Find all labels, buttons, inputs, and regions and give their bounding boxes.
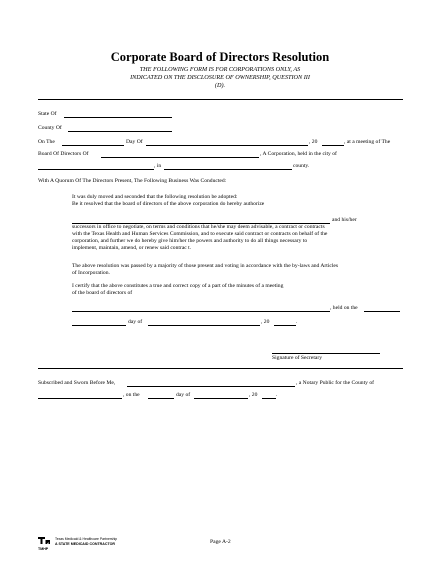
notary-county-field[interactable] <box>38 398 122 399</box>
day-of-label: Day Of <box>126 139 143 145</box>
resolved-statement: Be it resolved that the board of directors of the above corporation do hereby authorize <box>72 201 265 207</box>
year-20-label: , 20 <box>309 139 318 145</box>
resolution-body-line-3: corporation, and further we do hereby give him/her the powers and authority to do all things necessary to <box>72 238 308 244</box>
subscribed-label: Subscribed and Sworn Before Me, <box>38 380 116 386</box>
notary-public-label: , a Notary Public for the County of <box>296 380 374 386</box>
in-label: , in <box>154 163 162 169</box>
logo-line-1: Texas Medicaid & Healthcare Partnership <box>55 537 118 541</box>
page-title: Corporate Board of Directors Resolution <box>110 50 330 64</box>
logo-line-2: A STATE MEDICAID CONTRACTOR <box>55 542 115 546</box>
subtitle-line-1: THE FOLLOWING FORM IS FOR CORPORATIONS ONLY, AS <box>139 66 301 73</box>
notary-day-of-label: day of <box>176 392 191 398</box>
moved-statement: It was duly moved and seconded that the following resolution be adopted: <box>72 194 238 200</box>
resolution-body-line-4: implement, maintain, amend, or renew said contrac t. <box>72 245 192 251</box>
quorum-statement: With A Quorum Of The Directors Present, The Following Business Was Conducted: <box>38 178 227 184</box>
tmhp-logo-icon <box>38 536 50 546</box>
on-the-label: On The <box>38 139 55 145</box>
certified-period: . <box>296 319 298 325</box>
county-of-label: County Of <box>38 125 62 131</box>
meeting-day-field[interactable] <box>62 145 124 146</box>
passed-statement-line-1: The above resolution was passed by a majority of those present and voting in accordance with the by-laws and Articles <box>72 263 339 269</box>
notary-month-field[interactable] <box>194 398 248 399</box>
resolution-body-line-1: successors in office to negotiate, on terms and conditions that he/she may deem advisable, a contract or contracts <box>72 224 325 230</box>
certified-day-field[interactable] <box>72 325 126 326</box>
notary-end-period: . <box>276 392 278 398</box>
notary-year-field[interactable] <box>262 398 276 399</box>
certified-year-field[interactable] <box>274 325 296 326</box>
certified-year-20-label: , 20 <box>261 319 270 325</box>
county-label: county. <box>293 163 310 169</box>
county-field[interactable] <box>68 131 172 132</box>
header-divider <box>38 99 403 100</box>
certified-month-field[interactable] <box>148 325 260 326</box>
certify-statement-line-1: I certify that the above constitutes a true and correct copy of a part of the minutes of a meeting <box>72 283 284 289</box>
county-name-field[interactable] <box>164 169 292 170</box>
corporation-name-field[interactable] <box>101 157 259 158</box>
certify-statement-line-2: of the board of directors of <box>72 290 133 296</box>
page-number: Page A-2 <box>210 539 231 545</box>
secretary-signature-label: Signature of Secretary <box>272 355 323 361</box>
state-of-label: State Of <box>38 111 57 117</box>
passed-statement-line-2: of Incorporation. <box>72 270 110 276</box>
a-corporation-label: , A Corporation, held in the city of <box>260 151 337 157</box>
notary-on-the-label: , on the <box>123 392 140 398</box>
and-his-her-label: and his/her <box>332 217 357 223</box>
city-field[interactable] <box>38 169 154 170</box>
notary-year-20-label: , 20 <box>249 392 258 398</box>
board-of-directors-label: Board Of Directors Of <box>38 151 89 157</box>
state-field[interactable] <box>64 117 172 118</box>
notary-name-field[interactable] <box>127 386 295 387</box>
held-day-field[interactable] <box>364 311 400 312</box>
notary-day-field[interactable] <box>148 398 174 399</box>
secretary-signature-line[interactable] <box>272 353 380 354</box>
meeting-month-field[interactable] <box>146 145 308 146</box>
notary-divider <box>38 368 403 369</box>
certified-day-of-label: day of <box>128 319 143 325</box>
resolution-body-line-2: with the Texas Health and Human Services Commission, and to execute said contract or contracts on behalf of the <box>72 231 328 237</box>
held-on-the-label: , held on the <box>330 305 358 311</box>
at-meeting-label: , at a meeting of The <box>344 139 391 145</box>
subtitle-line-3: (D). <box>214 82 226 89</box>
certified-corporation-field[interactable] <box>72 311 330 312</box>
logo-abbrev: TMHP <box>38 547 49 551</box>
meeting-year-field[interactable] <box>322 145 344 146</box>
subtitle-line-2: INDICATED ON THE DISCLOSURE OF OWNERSHIP, QUESTION III <box>130 74 310 81</box>
